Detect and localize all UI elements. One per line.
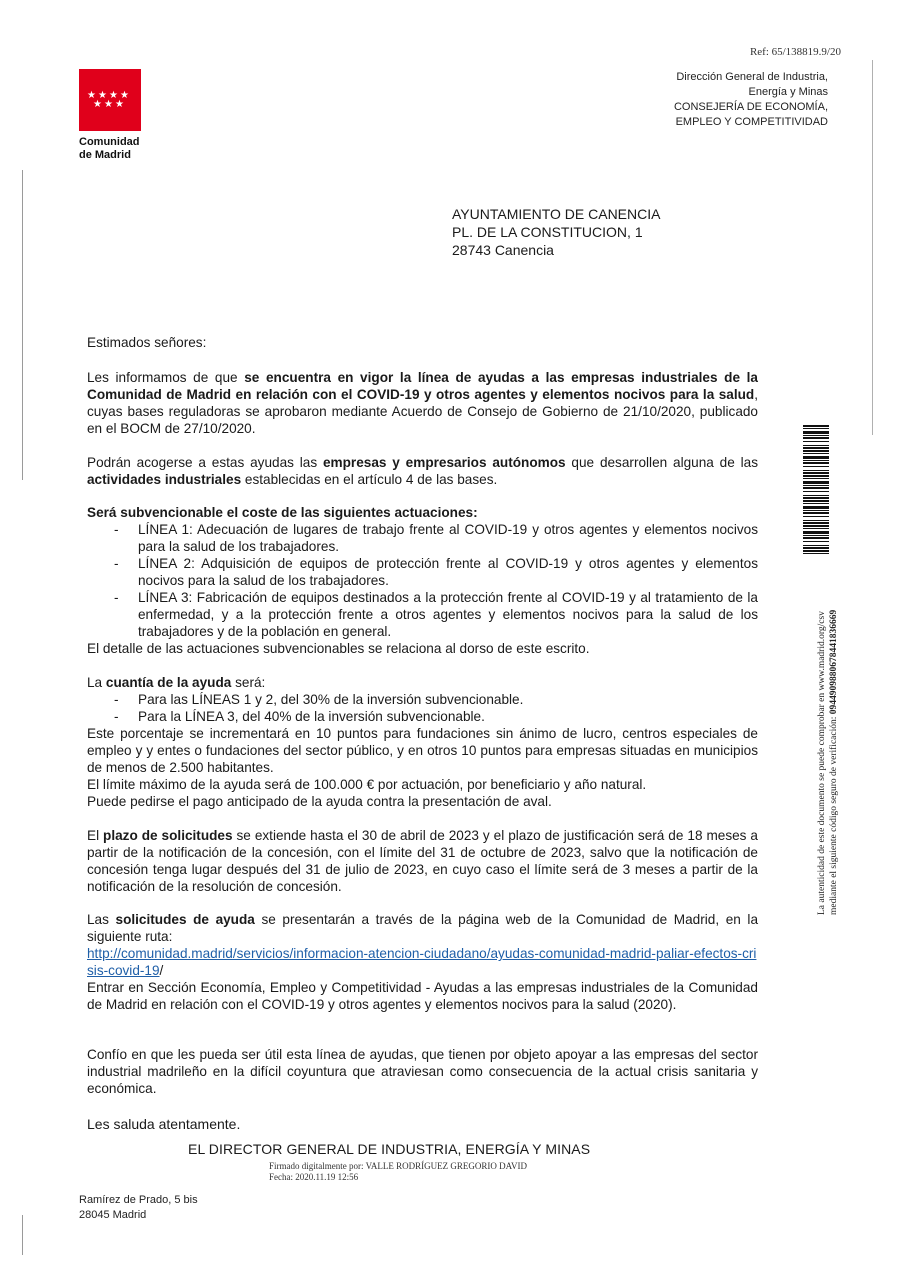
star-icon: ★ (104, 99, 113, 110)
barcode-bar (803, 437, 829, 439)
logo-red-square (79, 69, 141, 131)
star-icon: ★ (98, 90, 107, 101)
barcode-bar (803, 453, 829, 454)
star-icon: ★ (109, 90, 118, 101)
barcode-bar (803, 520, 829, 521)
list-item: - LÍNEA 2: Adquisición de equipos de protección frente al COVID-19 y otros agentes y elementos nocivos para la salud de los trabajadores. (87, 555, 758, 589)
barcode-bar (803, 495, 829, 496)
barcode-bar (803, 531, 829, 534)
barcode-bar (803, 503, 829, 504)
signatory-title: EL DIRECTOR GENERAL DE INDUSTRIA, ENERGÍA Y MINAS (188, 1141, 591, 1157)
barcode-bar (803, 516, 829, 517)
recipient-address (452, 205, 660, 259)
department-block (674, 70, 828, 130)
greeting: Estimados señores: (87, 335, 207, 350)
barcode-bar (803, 456, 829, 459)
verification-note: La autenticidad de este documento se puede comprobar en www.madrid.org/csv mediante el siguiente código seguro de verificación: 0944909880678441836669 (817, 609, 839, 915)
star-icon: ★ (87, 90, 96, 101)
logo-name: Comunidad de Madrid (79, 136, 140, 161)
barcode-bar (803, 541, 829, 542)
actions-section (87, 504, 758, 657)
barcode-bar (803, 466, 829, 467)
barcode-bar (803, 553, 829, 554)
actions-heading: Será subvencionable el coste de las siguientes actuaciones: (87, 505, 478, 520)
scan-edge-line (872, 60, 873, 435)
closing-salutation: Les saluda atentamente. (87, 1116, 241, 1132)
digital-signature: Firmado digitalmente por: VALLE RODRÍGUEZ GREGORIO DAVID Fecha: 2020.11.19 12:56 (269, 1161, 527, 1182)
barcode-bar (803, 470, 829, 471)
applications-section: Las solicitudes de ayuda se presentarán a través de la página web de la Comunidad de Madrid, en la siguiente ruta: http://comunidad.madrid/servicios/informacion-atencion-ciudadano/ayudas-comunidad-madrid-paliar-efectos-crisis-covid-19/ Entrar en Sección Economía, Empleo y Competitividad - Ayudas a las empresas industriales de la Comunidad de Madrid en relación con el COVID-19 y otros agentes y elementos nocivos para la salud (2020). (87, 912, 759, 1012)
recipient-line: 28743 Canencia (452, 242, 554, 258)
comunidad-madrid-logo (79, 69, 141, 162)
barcode-bar (803, 537, 829, 539)
barcode-bar (803, 500, 829, 502)
application-link[interactable]: http://comunidad.madrid/servicios/informacion-atencion-ciudadano/ayudas-comunidad-madrid-paliar-efectos-crisis-covid-19 (87, 946, 757, 978)
limit-text: El límite máximo de la ayuda será de 100.000 € por actuación, por beneficiario y año natural. (87, 777, 647, 792)
barcode-bar (803, 435, 829, 436)
verification-code: 0944909880678441836669 (829, 609, 839, 715)
star-icon: ★ (120, 90, 129, 101)
barcode-bar (803, 525, 829, 527)
barcode-bar (803, 425, 829, 427)
department-line: Dirección General de Industria, (676, 71, 828, 83)
department-line: EMPLEO Y COMPETITIVIDAD (675, 116, 828, 128)
actions-footer: El detalle de las actuaciones subvencionables se relaciona al dorso de este escrito. (87, 641, 590, 656)
star-icon: ★ (115, 99, 124, 110)
reference-number: Ref: 65/138819.9/20 (749, 46, 841, 58)
barcode-bar (803, 506, 829, 509)
list-item: - Para las LÍNEAS 1 y 2, del 30% de la inversión subvencionable. (87, 691, 758, 708)
barcode-bar (803, 545, 829, 546)
barcode-bar (803, 431, 829, 434)
barcode-bar (803, 510, 829, 511)
deadline-paragraph: El plazo de solicitudes se extiende hasta el 30 de abril de 2023 y el plazo de justificación será de 18 meses a partir de la notificación de la concesión, con el límite del 31 de octubre de 2023, salvo que la notificación de concesión tenga lugar después del 31 de julio de 2023, en cuyo caso el límite será de 3 meses a partir de la notificación de la resolución de concesión. (87, 828, 758, 894)
barcode-bar (803, 522, 829, 524)
department-line: CONSEJERÍA DE ECONOMÍA, (673, 101, 828, 113)
scan-edge-line (22, 1215, 23, 1255)
star-icon: ★ (93, 99, 102, 110)
barcode-bar (803, 428, 829, 429)
advance-text: Puede pedirse el pago anticipado de la ayuda contra la presentación de aval. (87, 794, 552, 809)
barcode-bar (803, 512, 829, 514)
list-item: - Para la LÍNEA 3, del 40% de la inversión subvencionable. (87, 708, 758, 725)
amount-section: La cuantía de la ayuda será: - Para las LÍNEAS 1 y 2, del 30% de la inversión subvencionable. - Para la LÍNEA 3, del 40% de la inversión subvencionable. Este porcentaje se incrementará en 10 puntos para fundaciones sin ánimo de lucro, centros especiales de empleo y y entes o fundaciones del sector público, y en otros 10 puntos para empresas situadas en municipios de menos de 2.500 habitantes. El límite máximo de la ayuda será de 100.000 € por actuación, por beneficiario y año natural. Puede pedirse el pago anticipado de la ayuda contra la presentación de aval. (87, 674, 758, 810)
sender-address: Ramírez de Prado, 5 bis 28045 Madrid (79, 1194, 198, 1221)
barcode-bar (803, 441, 829, 442)
barcode-bar (803, 472, 829, 474)
barcode-bar (803, 491, 829, 492)
barcode-bar (803, 460, 829, 461)
barcode-bar (803, 550, 829, 552)
increase-text: Este porcentaje se incrementará en 10 puntos para fundaciones sin ánimo de lucro, centros especiales de empleo y y entes o fundaciones del sector público, y en otros 10 puntos para empresas situadas en municipios de menos de 2.500 habitantes. (87, 726, 758, 775)
barcode-bar (803, 497, 829, 499)
intro-paragraph: Les informamos de que se encuentra en vigor la línea de ayudas a las empresas industriales de la Comunidad de Madrid en relación con el COVID-19 y otros agentes y elementos nocivos para la salud, cuyas bases reguladoras se aprobaron mediante Acuerdo de Consejo de Gobierno de 21/10/2020, publicado en el BOCM de 27/10/2020. (87, 370, 758, 436)
barcode-bar (803, 478, 829, 479)
beneficiaries-paragraph: Podrán acogerse a estas ayudas las empresas y empresarios autónomos que desarrollen alguna de las actividades industriales establecidas en el artículo 4 de las bases. (87, 455, 758, 487)
barcode-bar (803, 475, 829, 477)
barcode-bar (803, 535, 829, 536)
barcode-bar (803, 485, 829, 486)
barcode-bar (803, 487, 829, 489)
barcode-bar (803, 447, 829, 449)
list-item: - LÍNEA 1: Adecuación de lugares de trabajo frente al COVID-19 y otros agentes y elementos nocivos para la salud de los trabajadores. (87, 521, 758, 555)
scan-edge-line (22, 170, 23, 480)
barcode-bar (803, 481, 829, 484)
barcode-bar (803, 547, 829, 549)
closing-paragraph: Confío en que les pueda ser útil esta línea de ayudas, que tienen por objeto apoyar a las empresas del sector industrial madrileño en la difícil coyuntura que atraviesan como consecuencia de la actual crisis sanitaria y económica. (87, 1047, 758, 1096)
recipient-line: PL. DE LA CONSTITUCION, 1 (452, 224, 643, 240)
barcode-bar (803, 528, 829, 529)
section-text: Entrar en Sección Economía, Empleo y Competitividad - Ayudas a las empresas industriales de la Comunidad de Madrid en relación con el COVID-19 y otros agentes y elementos nocivos para la salud (2020). (87, 980, 758, 1012)
barcode-bar (803, 462, 829, 464)
department-line: Energía y Minas (748, 86, 828, 98)
barcode-bar (803, 450, 829, 452)
verification-barcode (803, 425, 829, 555)
list-item: - LÍNEA 3: Fabricación de equipos destinados a la protección frente al COVID-19 y al tratamiento de la enfermedad, y a la protección frente a otros agentes y elementos nocivos para la salud de los trabajadores y de la población en general. (87, 589, 758, 640)
recipient-line: AYUNTAMIENTO DE CANENCIA (452, 206, 661, 222)
barcode-bar (803, 445, 829, 446)
